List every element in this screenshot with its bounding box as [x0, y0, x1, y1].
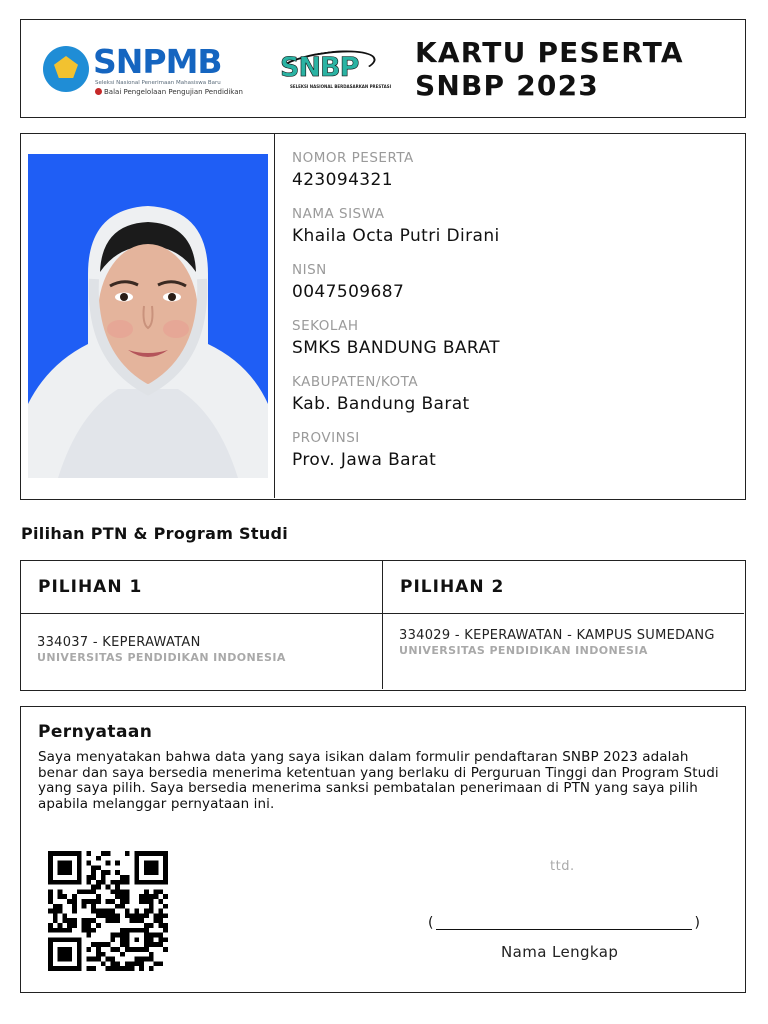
choice-2-column [383, 561, 744, 689]
sekolah-label: SEKOLAH [292, 318, 359, 334]
bppp-text: Balai Pengelolaan Pengujian Pendidikan [104, 88, 243, 96]
bppp-logo-icon [95, 88, 102, 95]
sekolah-value: SMKS BANDUNG BARAT [292, 338, 500, 358]
photo-column [21, 134, 275, 498]
nomor-peserta-value: 423094321 [292, 170, 393, 190]
provinsi-label: PROVINSI [292, 430, 360, 446]
provinsi-value: Prov. Jawa Barat [292, 450, 437, 470]
choice-2-university: UNIVERSITAS PENDIDIKAN INDONESIA [399, 644, 648, 657]
choice-2-program: 334029 - KEPERAWATAN - KAMPUS SUMEDANG [399, 628, 715, 643]
card-title [415, 36, 684, 102]
kabupaten-kota-value: Kab. Bandung Barat [292, 394, 470, 414]
choices-section-title: Pilihan PTN & Program Studi [21, 524, 289, 543]
choice-1-program: 334037 - KEPERAWATAN [37, 635, 201, 650]
participant-fields [292, 148, 732, 484]
choices-table [20, 560, 746, 691]
signature-line [428, 915, 700, 933]
choice-1-column [21, 561, 383, 689]
signature-name-label: Nama Lengkap [501, 943, 619, 961]
choice-1-heading: PILIHAN 1 [21, 561, 382, 614]
snpmb-logo-tagline: Seleksi Nasional Penerimaan Mahasiswa Baru [95, 80, 221, 86]
snpmb-logo [43, 42, 243, 98]
nisn-value: 0047509687 [292, 282, 405, 302]
snpmb-logo-text: SNPMB [93, 42, 222, 81]
snbp-logo-text: SNBP [280, 52, 359, 83]
signature-paren-close: ) [694, 915, 700, 931]
bppp-label [95, 88, 243, 96]
snbp-logo-tagline: SELEKSI NASIONAL BERDASARKAN PRESTASI [290, 84, 392, 89]
kabupaten-kota-label: KABUPATEN/KOTA [292, 374, 419, 390]
choice-2-body [383, 614, 744, 658]
participant-profile [20, 133, 746, 500]
qr-code-icon [46, 851, 170, 971]
statement-box [20, 706, 746, 993]
ttd-label: ttd. [550, 859, 575, 874]
card-title-line2: SNBP 2023 [415, 69, 599, 102]
choice-2-heading: PILIHAN 2 [383, 561, 744, 614]
signature-rule [436, 929, 692, 930]
card-title-line1: KARTU PESERTA [415, 36, 684, 69]
signature-paren-open: ( [428, 915, 434, 931]
statement-title: Pernyataan [38, 722, 153, 742]
nama-siswa-label: NAMA SISWA [292, 206, 385, 222]
snbp-logo [276, 46, 392, 94]
statement-text: Saya menyatakan bahwa data yang saya isikan dalam formulir pendaftaran SNBP 2023 adalah benar dan saya bersedia menerima ketentuan yang berlaku di Perguruan Tinggi dan Program Studi yang saya pilih. Saya bersedia menerima sanksi pembatalan penerimaan di PTN yang saya pilih apabila melanggar pernyataan ini. [38, 749, 719, 812]
choice-1-university: UNIVERSITAS PENDIDIKAN INDONESIA [37, 651, 286, 664]
choice-1-body [21, 614, 382, 665]
nama-siswa-value: Khaila Octa Putri Dirani [292, 226, 500, 246]
nomor-peserta-label: NOMOR PESERTA [292, 150, 414, 166]
card-header [20, 19, 746, 118]
nisn-label: NISN [292, 262, 327, 278]
participant-photo [28, 154, 268, 478]
tut-wuri-handayani-logo-icon [43, 46, 89, 92]
